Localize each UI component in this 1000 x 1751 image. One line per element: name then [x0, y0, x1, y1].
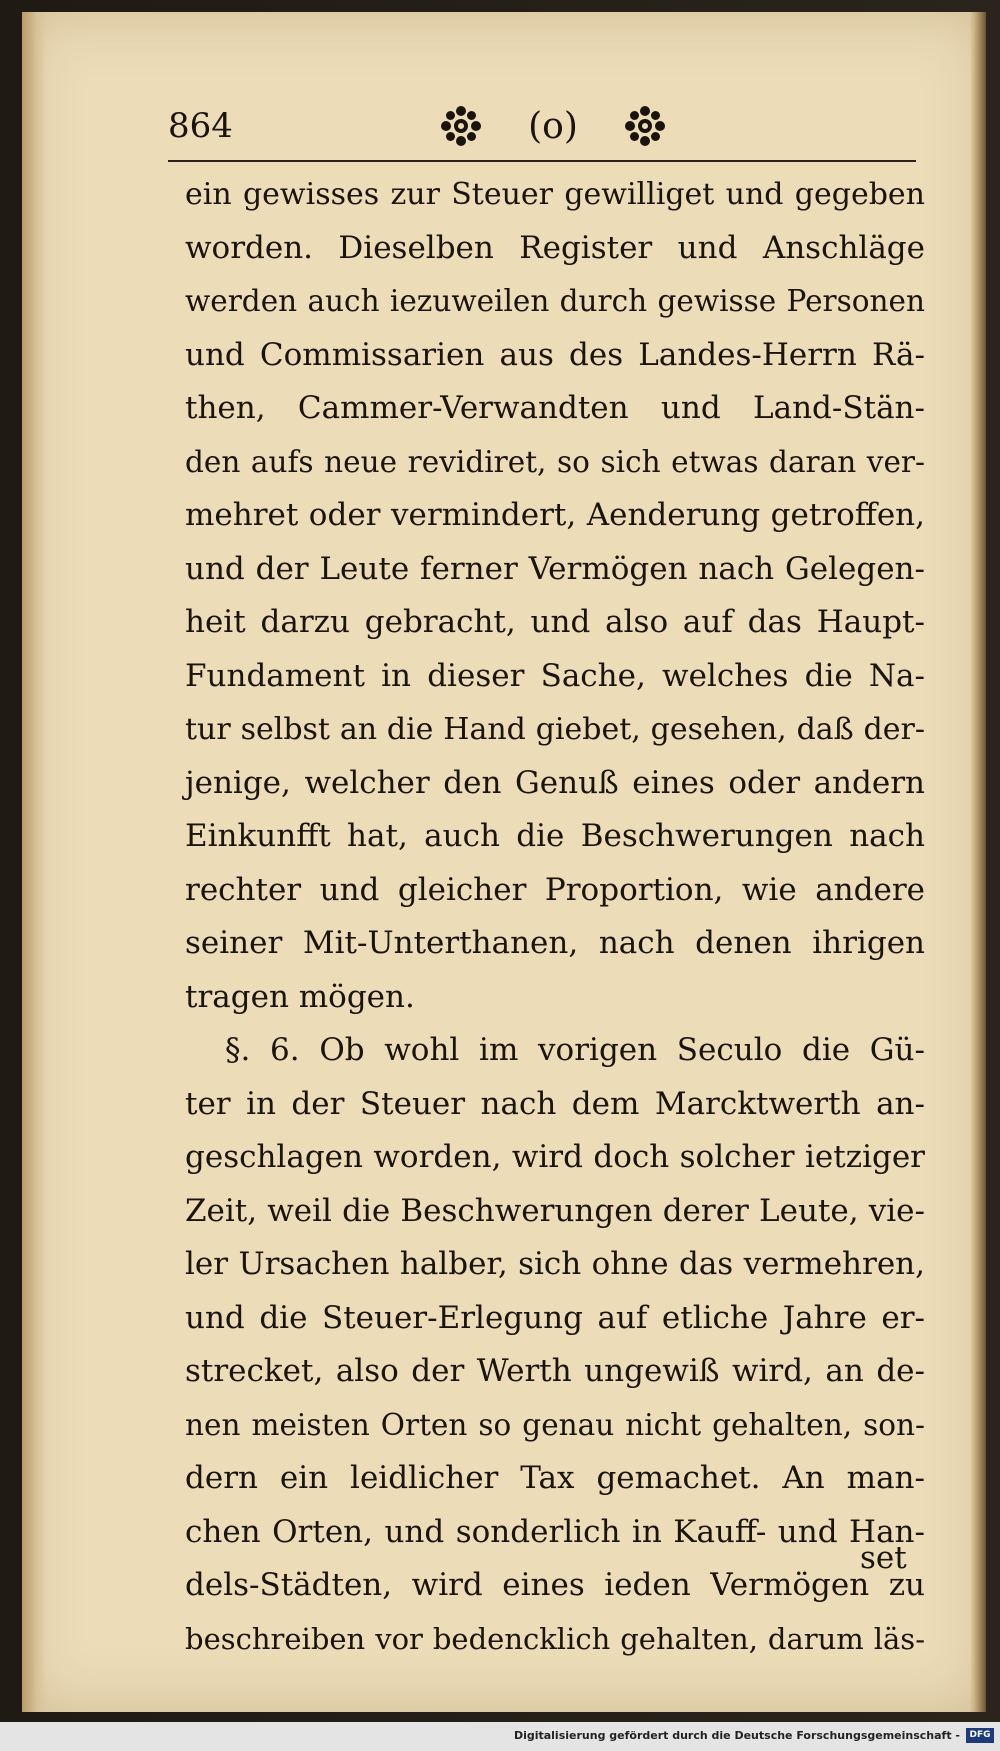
text-line: Zeit, weil die Beschwerungen derer Leute, vie-: [185, 1192, 925, 1229]
text-line: und der Leute ferner Vermögen nach Gelegen-: [185, 550, 925, 587]
text-line: tur selbst an die Hand giebet, gesehen, daß der-: [185, 712, 925, 747]
text-line: dels-Städten, wird eines ieden Vermögen zu: [185, 1567, 925, 1603]
text-line: werden auch iezuweilen durch gewisse Personen: [185, 284, 925, 318]
text-line: ter in der Steuer nach dem Marcktwerth an-: [185, 1085, 925, 1122]
text-line: strecket, also der Werth ungewiß wird, an de-: [185, 1353, 925, 1389]
text-line: jenige, welcher den Genuß eines oder andern: [185, 764, 925, 801]
text-line: und die Steuer-Erlegung auf etliche Jahre er-: [185, 1299, 925, 1336]
text-line: ein gewisses zur Steuer gewilliget und gegeben: [185, 177, 925, 212]
page-edge-shadow: [970, 12, 986, 1712]
text-line: chen Orten, und sonderlich in Kauff- und Han-: [185, 1513, 925, 1550]
page-header: [168, 100, 916, 160]
text-line: Fundament in dieser Sache, welches die Na-: [185, 657, 925, 694]
text-line: und Commissarien aus des Landes-Herrn Rä-: [185, 336, 925, 373]
text-line: tragen mögen.: [185, 978, 415, 1015]
text-line: Einkunfft hat, auch die Beschwerungen nach: [185, 818, 925, 854]
text-line: beschreiben vor bedencklich gehalten, darum läs-: [185, 1621, 925, 1656]
text-line: den aufs neue revidiret, so sich etwas daran ver-: [185, 444, 925, 479]
section-start-line: §. 6. Ob wohl im vorigen Seculo die Gü-: [225, 1032, 925, 1068]
text-line: heit darzu gebracht, und also auf das Haupt-: [185, 604, 925, 640]
text-line: rechter und gleicher Proportion, wie andere: [185, 871, 925, 908]
text-line: nen meisten Orten so genau nicht gehalten, son-: [185, 1407, 925, 1442]
header-rule: [168, 160, 916, 162]
body-text: [185, 168, 925, 1666]
dfg-logo: DFG: [966, 1728, 994, 1743]
text-line: dern ein leidlicher Tax gemachet. An man-: [185, 1460, 925, 1496]
footer-bar: [0, 1722, 1000, 1751]
catchword: set: [860, 1540, 907, 1576]
text-line: worden. Dieselben Register und Anschläge: [185, 229, 925, 266]
text-line: geschlagen worden, wird doch solcher ietziger: [185, 1139, 925, 1175]
text-line: mehret oder vermindert, Aenderung getroffen,: [185, 497, 925, 533]
header-ornament: [438, 100, 668, 152]
rosette-ornament-icon: [622, 103, 668, 149]
rosette-ornament-icon: [438, 103, 484, 149]
text-line: seiner Mit-Unterthanen, nach denen ihrigen: [185, 925, 925, 961]
text-line: ler Ursachen halber, sich ohne das vermehren,: [185, 1246, 925, 1282]
page-gutter-shadow: [22, 12, 46, 1712]
header-marker: (o): [528, 105, 578, 147]
footer-credit: Digitalisierung gefördert durch die Deutsche Forschungsgemeinschaft -: [513, 1729, 960, 1742]
text-line: then, Cammer-Verwandten und Land-Stän-: [185, 390, 925, 426]
page-number: 864: [168, 106, 233, 146]
